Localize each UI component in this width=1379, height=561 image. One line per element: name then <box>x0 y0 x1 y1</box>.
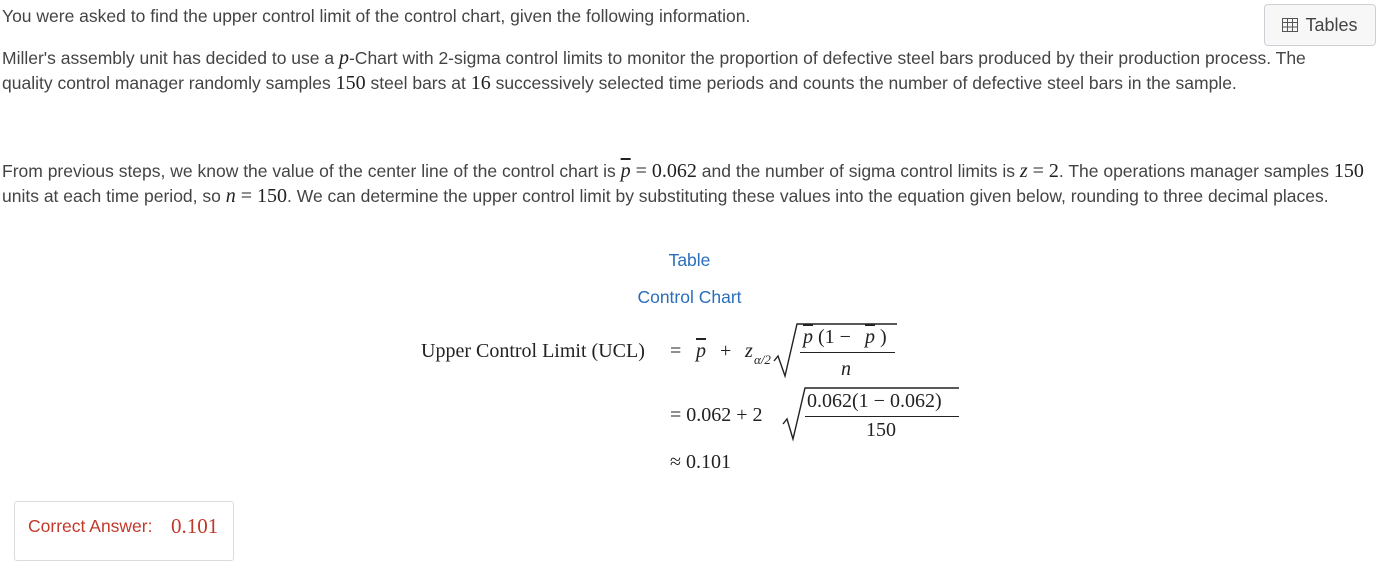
tables-button[interactable] <box>1264 4 1376 46</box>
sample-size: 150 <box>335 72 366 94</box>
correct-answer-value: 0.101 <box>171 514 219 538</box>
correct-answer-label: Correct Answer: <box>28 516 153 536</box>
correct-answer-box <box>14 501 234 561</box>
units-count: 150 <box>1333 160 1364 182</box>
sqrt-sign <box>773 320 903 382</box>
n-symbol: n <box>225 185 236 207</box>
pbar-symbol: $\overline{p}$ <box>696 340 706 362</box>
p-symbol: p <box>338 47 349 69</box>
z-symbol: z <box>745 340 753 362</box>
steps-text: From previous steps, we know the value of the center line of the control chart is $\overline{p} = 0.062$ and the number of sigma control limits is z = 2. The operations manager samples 150 units at each time period, so n = 150. We can determine the upper control limit by substituting these values into the equation given below, rounding to three decimal places. <box>2 160 1364 207</box>
tables-button-label: Tables <box>1305 14 1358 35</box>
pbar-symbol: $\overline{p}$ <box>620 160 631 182</box>
problem-statement: Miller's assembly unit has decided to use a p-Chart with 2-sigma control limits to monitor the proportion of defective steel bars produced by their production process. The quality control manager randomly samples 150 steel bars at 16 successively selected time periods and counts the number of defective steel bars in the sample. <box>2 47 1306 94</box>
ucl-equation: Upper Control Limit (UCL) = $\overline{p}$ + z α/2 $\overline{p}$ (1 − $\overline{p}$ ) n = 0.062 + 2 0.062(1 − 0.062) 150 ≈ 0.101 <box>0 0 1379 500</box>
z-subscript: α/2 <box>754 352 771 367</box>
time-periods: 16 <box>470 72 491 94</box>
table-link[interactable]: Table <box>668 250 711 270</box>
result-line: ≈ 0.101 <box>670 451 731 473</box>
ucl-label: Upper Control Limit (UCL) <box>421 340 645 362</box>
sqrt-sign-2 <box>782 384 964 446</box>
intro-text: You were asked to find the upper control limit of the control chart, given the following information. <box>2 6 751 26</box>
table-icon <box>1282 18 1298 32</box>
substitution-line: = 0.062 + 2 <box>670 404 763 426</box>
control-chart-link[interactable]: Control Chart <box>637 287 742 307</box>
z-symbol: z <box>1019 160 1028 182</box>
